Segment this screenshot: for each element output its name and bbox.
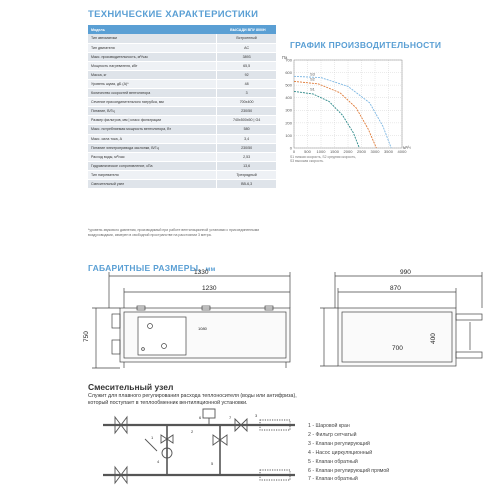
spec-label: Мощность нагревателя, кВт — [88, 61, 217, 70]
dimensions-title: ГАБАРИТНЫЕ РАЗМЕРЫ, — [88, 263, 201, 273]
performance-chart — [280, 52, 411, 164]
legend-item: 5 - Клапан обратный — [308, 458, 358, 465]
y-tick-label: 0 — [289, 145, 292, 151]
spec-label: Размер фильтров, мм | класс фильтрации — [88, 116, 217, 125]
y-tick-label: 100 — [285, 132, 292, 138]
spec-value: 230/50 — [217, 143, 276, 152]
spec-row — [88, 107, 276, 116]
x-tick-label: 2500 — [357, 149, 366, 154]
y-tick-label: 400 — [285, 95, 292, 101]
spec-label: Питание, В/Гц — [88, 107, 217, 116]
svg-text:5: 5 — [211, 461, 214, 466]
chart-title: ГРАФИК ПРОИЗВОДИТЕЛЬНОСТИ — [290, 40, 442, 50]
spec-value: 580 — [217, 125, 276, 134]
spec-row — [88, 180, 276, 189]
svg-text:3: 3 — [255, 413, 258, 418]
spec-label: Тип автоматики — [88, 34, 217, 43]
dim-front-overall: 1330 — [194, 269, 209, 276]
dim-front-panel: 1080 — [198, 326, 207, 331]
spec-value: 2,53 — [217, 152, 276, 161]
x-tick-label: 4000 — [397, 149, 407, 154]
series-label-S1: S1 — [310, 86, 315, 92]
spec-row — [88, 70, 276, 79]
spec-row — [88, 161, 276, 170]
svg-text:1: 1 — [151, 435, 154, 440]
mixing-description: Служит для плавного регулирования расхода теплоносителя (воды или антифриза), который поступает в теплообменник вентиляционной установки. — [88, 393, 297, 406]
mixing-legend — [308, 422, 389, 484]
legend-item: 2 - Фильтр сетчатый — [308, 431, 357, 438]
spec-value: 3893 — [217, 52, 276, 61]
chart-note-line-1: S1 низкая скорость, S2 средняя скорость, — [290, 155, 357, 159]
spec-label: Масса, кг — [88, 70, 217, 79]
spec-row — [88, 116, 276, 125]
spec-value: 700х400 — [217, 98, 276, 107]
spec-value: 3 — [217, 89, 276, 98]
mixing-scheme — [95, 405, 300, 493]
y-tick-label: 600 — [285, 69, 292, 75]
dimensions-unit: мм — [205, 266, 216, 273]
legend-item: 7 - Клапан обратный — [308, 476, 358, 483]
spec-row — [88, 170, 276, 179]
spec-row — [88, 98, 276, 107]
spec-label: Макс. сила тока, А — [88, 134, 217, 143]
spec-label: Расход воды, м³/час — [88, 152, 217, 161]
spec-value: Встроенный — [217, 34, 276, 43]
spec-table-header — [88, 25, 276, 34]
spec-label: Гидравлическое сопротивление, кПа — [88, 161, 217, 170]
svg-text:7: 7 — [229, 415, 232, 420]
spec-table — [88, 25, 276, 189]
x-tick-label: 500 — [304, 149, 311, 154]
series-label-S3: S3 — [310, 71, 315, 77]
y-tick-label: 500 — [285, 82, 292, 88]
spec-value: 48 — [217, 79, 276, 88]
mixing-title: Смесительный узел — [88, 382, 174, 392]
spec-row — [88, 125, 276, 134]
spec-value: 13,6 — [217, 161, 276, 170]
spec-value: AC — [217, 43, 276, 52]
x-tick-label: 0 — [292, 149, 296, 154]
y-tick-label: 200 — [285, 120, 292, 126]
spec-value: ВВ-6,3 — [217, 180, 276, 189]
spec-row — [88, 34, 276, 43]
x-unit-label: м³/ч — [403, 145, 411, 150]
spec-label: Количество скоростей вентилятора — [88, 89, 217, 98]
dim-front-body: 1230 — [202, 285, 217, 292]
svg-text:6: 6 — [199, 415, 202, 420]
spec-label: Макс. производительность, м³/час — [88, 52, 217, 61]
y-tick-label: 300 — [285, 107, 292, 113]
legend-item: 1 - Шаровой кран — [308, 423, 350, 429]
spec-label: Тип двигателя — [88, 43, 217, 52]
table-footnote: *уровень звукового давления, производимый при работе вентиляционной установки с присоединенными воздуховодами, измерен в свободной пространстве на расстоянии 3 метра. — [88, 228, 260, 237]
spec-header-model: ВЫСАДИ ВПУ 800/Н — [217, 25, 276, 34]
spec-value: 740х500х50 | G4 — [217, 116, 276, 125]
spec-row — [88, 143, 276, 152]
spec-label: Макс. потребляемая мощность вентилятора, Вт — [88, 125, 217, 134]
svg-text:4: 4 — [157, 459, 160, 464]
legend-item: 4 - Насос циркуляционный — [308, 449, 373, 456]
spec-value: 230/50 — [217, 107, 276, 116]
chart-note-line-2: S3 высокая скорость. — [290, 159, 324, 164]
spec-row — [88, 61, 276, 70]
legend-item: 6 - Клапан регулирующий прямой — [308, 467, 390, 474]
spec-header-label: Модель — [88, 25, 217, 34]
spec-label: Смесительный узел — [88, 180, 217, 189]
dim-side-duct-height: 400 — [430, 333, 437, 344]
dim-front-height: 750 — [83, 331, 90, 342]
spec-label: Уровень шума, дБ (А)* — [88, 79, 217, 88]
spec-value: Трехрядный — [217, 170, 276, 179]
x-tick-label: 3000 — [370, 149, 380, 154]
spec-row — [88, 89, 276, 98]
dim-side-duct-width: 700 — [392, 345, 403, 352]
spec-value: 92 — [217, 70, 276, 79]
spec-label: Тип нагревателя — [88, 170, 217, 179]
y-unit-label: Па — [282, 55, 288, 60]
spec-table-body — [88, 34, 276, 189]
series-label-S2: S2 — [310, 76, 315, 82]
spec-label: Сечение присоединительного патрубка, мм — [88, 98, 217, 107]
dim-side-overall: 990 — [400, 269, 411, 276]
x-tick-label: 3500 — [384, 149, 393, 154]
spec-row — [88, 134, 276, 143]
series-line-S2 — [294, 81, 376, 148]
spec-label: Питание электропривода заслонки, В/Гц — [88, 143, 217, 152]
dim-side-body: 870 — [390, 285, 401, 292]
section-title-specs: ТЕХНИЧЕСКИЕ ХАРАКТЕРИСТИКИ — [88, 9, 259, 20]
legend-item: 3 - Клапан регулирующий — [308, 440, 370, 447]
spec-value: 65,5 — [217, 61, 276, 70]
x-tick-label: 2000 — [343, 149, 353, 154]
spec-value: 3,4 — [217, 134, 276, 143]
spec-row — [88, 52, 276, 61]
series-line-S1 — [294, 91, 359, 148]
spec-row — [88, 43, 276, 52]
x-tick-label: 1000 — [316, 149, 326, 154]
spec-row — [88, 152, 276, 161]
y-tick-label: 700 — [285, 57, 292, 63]
chart-note — [290, 155, 356, 164]
x-tick-label: 1500 — [330, 149, 339, 154]
svg-text:2: 2 — [191, 429, 194, 434]
series-line-S3 — [294, 76, 391, 148]
dimensions-drawing — [80, 268, 500, 380]
spec-row — [88, 79, 276, 88]
